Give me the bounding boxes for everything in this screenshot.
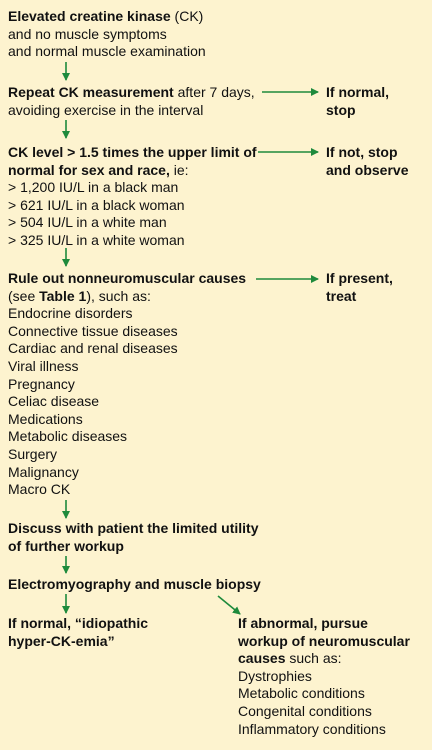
outcome-line: workup of neuromuscular <box>238 632 410 649</box>
side-outcome-treat <box>326 270 393 305</box>
step-title: CK level > 1.5 times the upper limit of <box>8 144 257 160</box>
threshold-item: > 504 IU/L in a white man <box>8 214 167 231</box>
arrow-6-to-right <box>218 596 240 614</box>
outcome-line: causes <box>238 650 286 667</box>
side-line: If not, stop <box>326 144 398 160</box>
side-outcome-not-stop <box>326 144 408 179</box>
side-line: stop <box>326 101 356 118</box>
outcome-line: If abnormal, pursue <box>238 615 368 631</box>
step-title: Discuss with patient the limited utility <box>8 520 259 536</box>
see-prefix: (see <box>8 287 40 304</box>
outcome-line-rest: such as: <box>285 650 342 667</box>
side-outcome-normal <box>326 84 389 119</box>
step-title-cont: of further workup <box>8 537 124 554</box>
cause-item: Metabolic diseases <box>8 428 128 445</box>
see-suffix: ), such as: <box>86 287 151 304</box>
step-title: Rule out nonneuromuscular causes <box>8 270 247 286</box>
side-line: If present, <box>326 270 393 286</box>
cause-item: Surgery <box>8 445 58 462</box>
cause-item: Celiac disease <box>8 393 100 410</box>
step-title: Repeat CK measurement <box>8 84 174 100</box>
step-ck-threshold <box>8 144 257 250</box>
step-title-rest: ie: <box>169 161 189 178</box>
step-title-cont: normal for sex and race, <box>8 161 170 178</box>
step-discuss <box>8 520 258 555</box>
step-emg-biopsy <box>8 576 261 594</box>
outcome-normal-idiopathic <box>8 615 148 650</box>
table-link: Table 1 <box>39 287 87 304</box>
neuromuscular-item: Dystrophies <box>238 667 312 684</box>
cause-item: Medications <box>8 410 83 427</box>
side-line: If normal, <box>326 84 390 100</box>
cause-item: Malignancy <box>8 463 79 480</box>
threshold-item: > 621 IU/L in a black woman <box>8 196 185 213</box>
step-title-rest: after 7 days, <box>173 84 255 100</box>
side-line: and observe <box>326 161 409 178</box>
cause-item: Connective tissue diseases <box>8 322 178 339</box>
neuromuscular-item: Inflammatory conditions <box>238 720 386 737</box>
step-repeat-ck <box>8 84 255 119</box>
side-line: treat <box>326 287 357 304</box>
step-title: Elevated creatine kinase <box>8 8 171 24</box>
step-elevated-ck <box>8 8 206 61</box>
cause-item: Macro CK <box>8 481 71 498</box>
step-title-suffix: (CK) <box>170 8 204 24</box>
outcome-line: If normal, “idiopathic <box>8 615 149 631</box>
threshold-item: > 325 IU/L in a white woman <box>8 231 185 248</box>
step-title: Electromyography and muscle biopsy <box>8 576 261 592</box>
threshold-item: > 1,200 IU/L in a black man <box>8 179 179 196</box>
cause-item: Viral illness <box>8 357 79 374</box>
cause-item: Cardiac and renal diseases <box>8 340 178 357</box>
cause-item: Pregnancy <box>8 375 75 392</box>
cause-item: Endocrine disorders <box>8 305 133 322</box>
step-rule-out <box>8 270 246 499</box>
step-line: and normal muscle examination <box>8 43 206 60</box>
outcome-abnormal-workup <box>238 615 410 738</box>
table-reference <box>8 288 246 306</box>
neuromuscular-item: Metabolic conditions <box>238 685 365 702</box>
outcome-line: hyper-CK-emia” <box>8 632 115 649</box>
step-line: avoiding exercise in the interval <box>8 101 204 118</box>
step-line: and no muscle symptoms <box>8 25 167 42</box>
neuromuscular-item: Congenital conditions <box>238 702 372 719</box>
